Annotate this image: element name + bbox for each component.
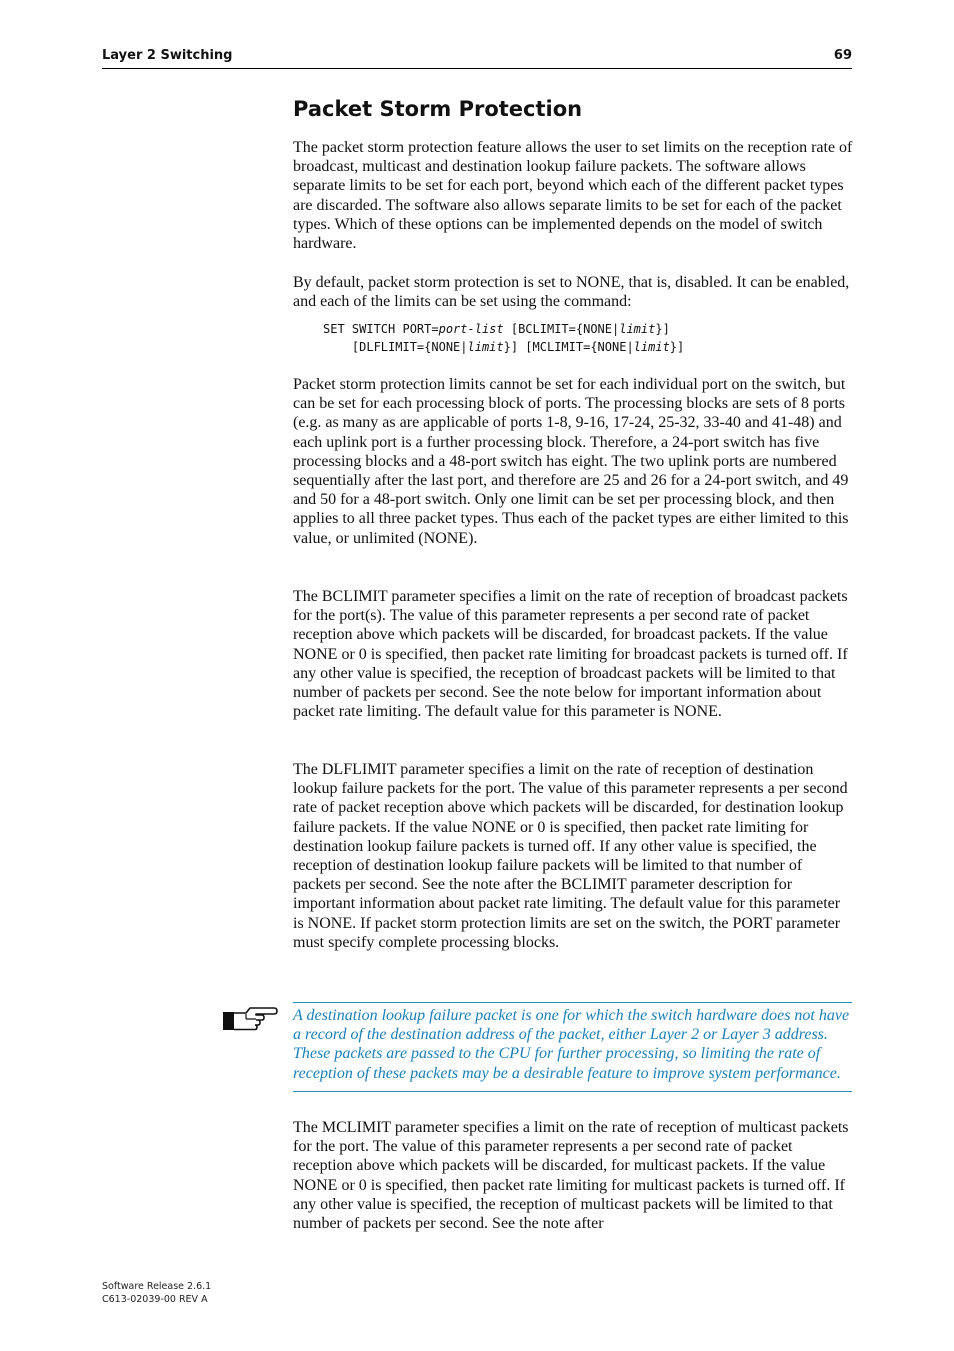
pointing-hand-icon [222, 1004, 278, 1032]
footer [102, 1281, 211, 1306]
paragraph-dlflimit [293, 760, 853, 952]
paragraph-mclimit [293, 1118, 853, 1233]
paragraph-default [293, 273, 853, 311]
cmd-text: }] [MCLIMIT={NONE| [503, 339, 634, 354]
paragraph-text: By default, packet storm protection is set to NONE, that is, disabled. It can be enabled, and each of the limits can be set using the command: [293, 274, 850, 311]
cmd-param: limit [467, 339, 504, 354]
cmd-text: SET SWITCH PORT= [323, 322, 439, 336]
note-bottom-rule [293, 1091, 852, 1092]
paragraph-text: The packet storm protection feature allows the user to set limits on the reception rate of broadcast, multicast and destination lookup failure packets. The software allows separate limits to be set for each port, beyond which each of the different packet types are discarded. The software also allows separate limits to be set for each of the packet types. Which of these options can be implemented depends on the model of switch hardware. [293, 139, 853, 253]
paragraph-text: The MCLIMIT parameter specifies a limit on the rate of reception of multicast packets for the port. The value of this parameter represents a per second rate of packet reception above which packets will be discarded, for multicast packets. If the value NONE or 0 is specified, then packet rate limiting for multicast packets is turned off. If any other value is specified, the reception of multicast packets will be limited to that number of packets per second. See the note after [293, 1119, 849, 1233]
command-syntax [323, 321, 684, 356]
cmd-param: limit [633, 339, 670, 354]
cmd-text: [DLFLIMIT={NONE| [323, 339, 468, 354]
paragraph-processing-blocks [293, 375, 853, 548]
paragraph-text: The DLFLIMIT parameter specifies a limit on the rate of reception of destination lookup failure packets for the port. The value of this parameter represents a per second rate of packet reception above which packets will be discarded, for destination lookup failure packets. If the value NONE or 0 is specified, then packet rate limiting for destination lookup failure packets is turned off. If any other value is specified, the reception of destination lookup failure packets will be limited to that number of packets per second. See the note after the BCLIMIT parameter description for important information about packet rate limiting. The default value for this parameter is NONE. If packet storm protection limits are set on the switch, the PORT parameter must specify complete processing blocks. [293, 761, 848, 951]
cmd-param: limit [619, 322, 656, 336]
header-section-title: Layer 2 Switching [102, 48, 233, 63]
note-top-rule [293, 1002, 852, 1003]
paragraph-text: The BCLIMIT parameter specifies a limit on the rate of reception of broadcast packets for the port(s). The value of this parameter represents a per second rate of packet reception above which packets will be discarded, for broadcast packets. If the value NONE or 0 is specified, then packet rate limiting for broadcast packets is turned off. If any other value is specified, the reception of broadcast packets will be limited to that number of packets per second. See the note below for important information about packet rate limiting. The default value for this parameter is NONE. [293, 588, 848, 721]
section-title: Packet Storm Protection [293, 97, 583, 121]
header-rule [102, 68, 852, 69]
note-text: A destination lookup failure packet is one for which the switch hardware does not have a record of the destination address of the packet, either Layer 2 or Layer 3 address. These packets are passed to the CPU for further processing, so limiting the rate of reception of these packets may be a desirable feature to improve system performance. [293, 1007, 850, 1082]
running-header [102, 48, 852, 68]
cmd-param: port-list [438, 322, 504, 336]
paragraph-intro [293, 138, 853, 253]
cmd-text: }] [655, 322, 670, 336]
header-page-number: 69 [833, 48, 852, 63]
footer-release: Software Release 2.6.1 [102, 1281, 212, 1292]
paragraph-bclimit [293, 587, 853, 721]
footer-doc-id: C613-02039-00 REV A [102, 1293, 208, 1305]
cmd-text: }] [669, 339, 685, 354]
paragraph-text: Packet storm protection limits cannot be set for each individual port on the switch, but can be set for each processing block of ports. The processing blocks are sets of 8 ports (e.g. as many as are applicable of ports 1-8, 9-16, 17-24, 25-32, 33-40 and 41-48) and each uplink port is a further processing block. Therefore, a 24-port switch has five processing blocks and a 48-port switch has eight. The two uplink ports are numbered sequentially after the last port, and therefore are 25 and 26 for a 24-port switch, and 49 and 50 for a 48-port switch. Only one limit can be set per processing block, and then applies to all three packet types. Thus each of the packet types are either limited to this value, or unlimited (NONE). [293, 376, 849, 547]
cmd-text: [BCLIMIT={NONE| [503, 322, 620, 336]
